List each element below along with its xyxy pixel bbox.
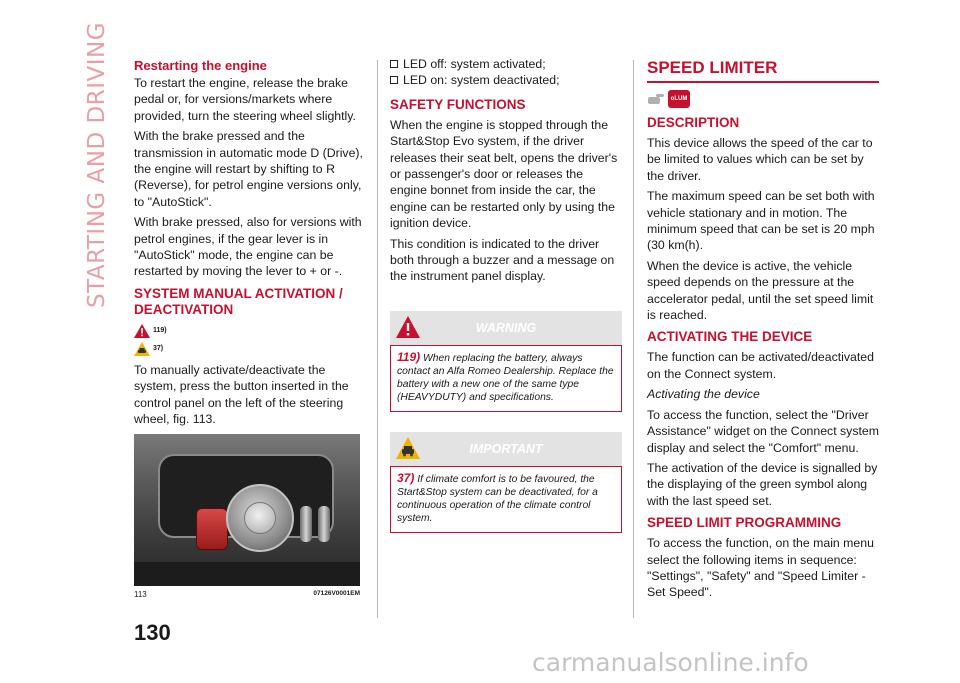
important-callout bbox=[390, 432, 622, 533]
paragraph: The function can be activated/deactivated on the Connect system. bbox=[647, 350, 874, 381]
description-heading: DESCRIPTION bbox=[647, 115, 740, 130]
paragraph: To access the function, on the main menu select the following items in sequence: "Settings", "Safety" and "Speed Limiter - Set Speed". bbox=[647, 536, 874, 600]
car-important-icon bbox=[395, 436, 421, 460]
restart-heading: Restarting the engine bbox=[134, 58, 267, 73]
warning-triangle-icon bbox=[134, 324, 150, 338]
important-reference: 37) bbox=[134, 340, 366, 358]
page-number: 130 bbox=[134, 620, 171, 645]
column-divider-2 bbox=[633, 60, 634, 618]
warning-text: When replacing the battery, always contact an Alfa Romeo Dealership. Replace the battery with a new one of the same type (HEAVYDUTY) and specifications. bbox=[397, 352, 614, 404]
switch-image bbox=[318, 506, 330, 542]
figure-number: 113 bbox=[134, 589, 147, 599]
warning-number: 119) bbox=[397, 349, 421, 364]
paragraph: With brake pressed, also for versions with petrol engines, if the gear lever is in "AutoStick" mode, the engine can be restarted by moving the lever to + or -. bbox=[134, 215, 362, 279]
light-switch-panel-photo bbox=[134, 434, 360, 586]
hand-pointer-icon bbox=[647, 92, 665, 106]
paragraph: With the brake pressed and the transmission in automatic mode D (Drive), the engine will restart by shifting to R (Reverse), for petrol engine versions only, to "AutoStick". bbox=[134, 129, 363, 209]
start-stop-button-image bbox=[196, 508, 228, 550]
safety-functions-heading: SAFETY FUNCTIONS bbox=[390, 96, 526, 112]
warning-reference: 119) bbox=[134, 322, 366, 340]
paragraph: When the device is active, the vehicle speed depends on the pressure at the accelerator pedal, until the set speed limit is reached. bbox=[647, 258, 874, 323]
checkbox-bullet-icon bbox=[390, 76, 398, 84]
manual-activation-heading: SYSTEM MANUAL ACTIVATION / DEACTIVATION bbox=[134, 285, 343, 317]
footer-watermark: carmanualsonline.info bbox=[532, 648, 809, 677]
important-text: If climate comfort is to be favoured, the Start&Stop system can be deactivated, for a continuous operation of the climate control system. bbox=[397, 473, 598, 525]
programming-heading: SPEED LIMIT PROGRAMMING bbox=[647, 515, 842, 531]
lum-indicator bbox=[647, 89, 879, 109]
column-right bbox=[647, 58, 879, 605]
figure-caption bbox=[134, 590, 360, 599]
figure-code: 07126V0001EM bbox=[313, 589, 360, 597]
paragraph: This device allows the speed of the car to be limited to values which can be set by the driver. bbox=[647, 136, 873, 183]
activating-subheading: Activating the device bbox=[647, 387, 760, 402]
light-knob-image bbox=[226, 484, 294, 552]
switch-image bbox=[300, 506, 312, 542]
warning-callout bbox=[390, 311, 622, 412]
list-item: LED off: system activated; bbox=[390, 56, 622, 72]
control-panel bbox=[158, 454, 334, 538]
list-item: LED on: system deactivated; bbox=[390, 72, 622, 88]
paragraph: When the engine is stopped through the Start&Stop Evo system, if the driver releases their seat belt, opens the driver's or passenger's door or releases the engine bonnet from inside the car, the engine can be restarted only by using the ignition device. bbox=[390, 117, 618, 231]
side-section-title: STARTING AND DRIVING bbox=[84, 21, 110, 309]
paragraph: This condition is indicated to the driver both through a buzzer and a message on the instrument panel display. bbox=[390, 236, 615, 284]
important-title: IMPORTANT bbox=[469, 441, 543, 456]
warning-title: WARNING bbox=[475, 320, 537, 335]
warning-triangle-icon bbox=[395, 315, 421, 339]
checkbox-bullet-icon bbox=[390, 60, 398, 68]
activating-heading: ACTIVATING THE DEVICE bbox=[647, 329, 813, 345]
lum-badge: oLUM bbox=[668, 90, 690, 108]
column-left bbox=[134, 58, 366, 599]
car-important-icon bbox=[134, 342, 150, 356]
paragraph: To restart the engine, release the brake pedal or, for versions/markets where provided, turn the steering wheel slightly. bbox=[134, 76, 356, 123]
important-number: 37) bbox=[397, 470, 415, 485]
paragraph: To manually activate/deactivate the system, press the button inserted in the control panel on the left of the steering wheel, fig. 113. bbox=[134, 362, 349, 427]
column-middle bbox=[390, 56, 622, 533]
speed-limiter-title: SPEED LIMITER bbox=[647, 58, 879, 83]
paragraph: The activation of the device is signalled by the displaying of the green symbol along with the last speed set. bbox=[647, 460, 878, 508]
paragraph: The maximum speed can be set both with vehicle stationary and in motion. The minimum speed that can be set is 20 mph (30 km(h). bbox=[647, 189, 875, 253]
column-divider-1 bbox=[377, 60, 378, 618]
paragraph: To access the function, select the "Driver Assistance" widget on the Connect system display and select the "Comfort" menu. bbox=[647, 407, 879, 455]
